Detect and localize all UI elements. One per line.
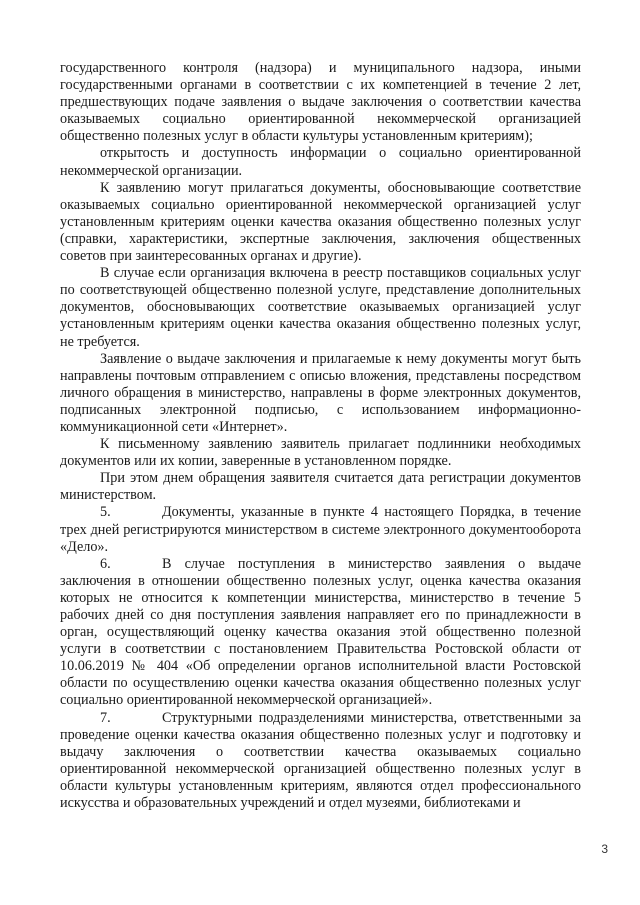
- item-number: 6.: [100, 555, 111, 572]
- paragraph-registry: В случае если организация включена в реестр поставщиков социальных услуг по соответствующей общественно полезной услуге, представление дополнительных документов, обосновывающих соответствие оказываемых организацией услуг установленным критериям оценки качества оказания общественно полезных услуг, не требуется.: [60, 265, 581, 350]
- paragraph-openness: открытость и доступность информации о социально ориентированной некоммерческой организации.: [60, 145, 581, 179]
- paragraph-date: При этом днем обращения заявителя считается дата регистрации документов министерством.: [60, 470, 581, 504]
- item-text: Структурными подразделениями министерства, ответственными за проведение оценки качества оказания общественно полезных услуг и подготовку и выдачу заключения о соответствии качества оказываемых социально ориентированной некоммерческой организацией общественно полезных услуг в области культуры установленным критериям, являются отдел профессионального искусства и образовательных учреждений и отдел музеями, библиотеками и: [60, 709, 581, 812]
- page-number: 3: [601, 842, 608, 856]
- paragraph-item-5: [60, 504, 581, 555]
- paragraph-originals: К письменному заявлению заявитель прилагает подлинники необходимых документов или их копии, заверенные в установленном порядке.: [60, 436, 581, 470]
- paragraph-submission: Заявление о выдаче заключения и прилагаемые к нему документы могут быть направлены почтовым отправлением с описью вложения, представлены посредством личного обращения в министерство, направлены в форме электронных документов, подписанных электронной подписью, с использованием информационно-коммуникационной сети «Интернет».: [60, 350, 581, 435]
- item-text: В случае поступления в министерство заявления о выдаче заключения в отношении общественно полезных услуг, оценка качества оказания которых не относится к компетенции министерства, министерство в течение 5 рабочих дней со дня поступления заявления направляет его по принадлежности в орган, осуществляющий оценку качества оказания этой общественно полезной услуги в соответствии с постановлением Правительства Ростовской области от 10.06.2019 № 404 «Об определении органов исполнительной власти Ростовской области по осуществлению оценки качества оказания общественно полезных услуг социально ориентированной некоммерческой организацией».: [60, 555, 581, 709]
- item-number: 7.: [100, 709, 111, 726]
- item-text: Документы, указанные в пункте 4 настоящего Порядка, в течение трех дней регистрируются министерством в системе электронного документооборота «Дело».: [60, 504, 581, 555]
- document-body: [60, 60, 581, 812]
- paragraph-item-7: [60, 710, 581, 813]
- paragraph-continuation: государственного контроля (надзора) и муниципального надзора, иными государственными органами в соответствии с их компетенцией в течение 2 лет, предшествующих подаче заявления о выдаче заключения о соответствии качества оказываемых социально ориентированной некоммерческой организацией общественно полезных услуг в области культуры установленным критериям);: [60, 60, 581, 145]
- paragraph-attachments: К заявлению могут прилагаться документы, обосновывающие соответствие оказываемых социально ориентированной некоммерческой организацией услуг установленным критериям оценки качества оказания общественно полезных услуг (справки, характеристики, экспертные заключения, заключения общественных советов при заинтересованных органах и другие).: [60, 179, 581, 265]
- paragraph-item-6: [60, 556, 581, 710]
- item-number: 5.: [100, 504, 111, 521]
